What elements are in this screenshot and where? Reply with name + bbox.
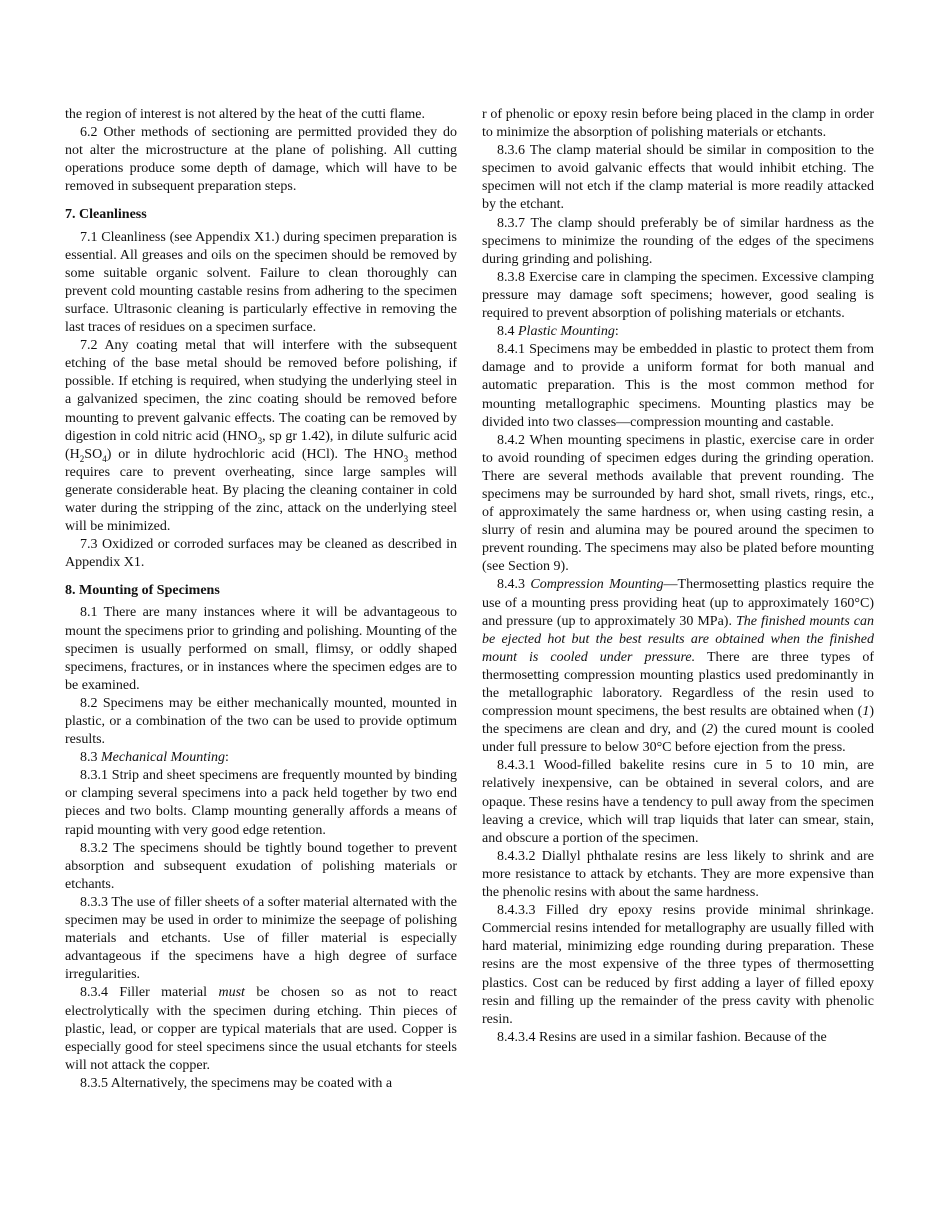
paragraph-8-3-7: 8.3.7 The clamp should preferably be of similar hardness as the specimens to minimize the rounding of the edges of the specimens during grinding and polishing. — [482, 215, 874, 267]
paragraph-8-3-5: 8.3.5 Alternatively, the specimens may be coated with a — [80, 1075, 393, 1091]
paragraph-8-4 — [482, 323, 874, 341]
emphasis: The finished mounts can be ejected hot but the best results are obtained when the finished mount is cooled under pressure. — [482, 613, 874, 665]
text-run: —Thermosetting plastics require the use of a mounting press providing heat (up to approximately 160°C) and pressure (up to approximately 30 MPa). — [482, 577, 874, 629]
paragraph-8-3-2: 8.3.2 The specimens should be tightly bound together to prevent absorption and subsequent exudation of polishing materials or etchants. — [65, 840, 457, 892]
paragraph-8-2: 8.2 Specimens may be either mechanically mounted, mounted in plastic, or a combination of the two can be used to provide optimum results. — [65, 695, 457, 748]
paragraph-8-1: 8.1 There are many instances where it will be advantageous to mount the specimens prior to grinding and polishing. Mounting of the specimen is usually performed on small, flimsy, or oddly shaped specimens, fractures, or in instances where the specimen edges are to be examined. — [65, 605, 457, 693]
paragraph-8-4-2: 8.4.2 When mounting specimens in plastic, exercise care in order to avoid rounding of specimen edges during the grinding operation. There are several methods available that prevent rounding. The specimens may be surrounded by hard shot, small rivets, rings, etc., of approximately the same hardness or, when using casting resin, a slurry of resin and alumina may be poured around the specimen to prevent rounding. The specimens may also be plated before mounting (see Section 9). — [482, 432, 874, 575]
paragraph-6-2: 6.2 Other methods of sectioning are permitted provided they do not alter the microstructure at the plane of polishing. All cutting operations produce some depth of damage, which will have to be removed in subsequent preparation steps. — [65, 125, 457, 195]
paragraph-8-4-3-4: 8.4.3.4 Resins are used in a similar fashion. Because of the — [497, 1029, 827, 1045]
paragraph-7-2 — [65, 337, 457, 536]
text-run: : — [614, 324, 619, 340]
paragraph-continued: r of phenolic or epoxy resin before being placed in the clamp in order to minimize the absorption of polishing materials or etchants. — [482, 107, 874, 141]
text-run: , sp gr 1.42), in dilute sulfuric acid (H — [65, 428, 457, 462]
text-run: ) the specimens are clean and dry, and ( — [482, 704, 874, 738]
text-run: method requires care to prevent overheating, since large samples will generate considerable heat. By placing the cleaning container in cold water during the stripping of the zinc, attack on the underlying steel will be minimized. — [65, 446, 457, 535]
subsection-title: Compression Mounting — [530, 577, 664, 593]
text-run: 8.4 — [497, 324, 518, 340]
text-run: be chosen so as not to react electrolytically with the specimen during etching. Thin pieces of plastic, lead, or copper are typical materials that are used. Copper is especially good for steel specimens since the usual etchants for steels will not attack the copper. — [65, 985, 457, 1073]
text-run: : — [225, 750, 229, 766]
subscript: 4 — [102, 453, 107, 464]
subsection-title: Plastic Mounting — [518, 324, 615, 340]
text-run: 8.3.4 Filler material — [80, 985, 219, 1001]
paragraph-8-4-3-1: 8.4.3.1 Wood-filled bakelite resins cure in 5 to 10 min, are relatively inexpensive, can be obtained in several colors, and are opaque. These resins have a tendency to pull away from the specimen leaving a crevice, which will trap liquids that later can smear, stain, and obscure a portion of the specimen. — [482, 758, 874, 846]
subscript: 3 — [403, 453, 409, 464]
text-run: There are three types of thermosetting compression mounting plastics used predominantly in the metallographic laboratory. Regardless of the resin used to compression mount specimens, the best results are obtained when ( — [482, 649, 874, 720]
paragraph-8-3 — [65, 749, 457, 767]
paragraph-8-3-4 — [65, 984, 457, 1074]
paragraph-8-4-3 — [482, 576, 874, 757]
subscript: 3 — [257, 435, 263, 446]
section-heading-8: 8. Mounting of Specimens — [65, 583, 220, 599]
paragraph-8-4-3-2: 8.4.3.2 Diallyl phthalate resins are less likely to shrink and are more resistance to attack by etchants. They are more expensive than the phenolic resins with about the same hardness. — [482, 848, 874, 901]
paragraph-continued: the region of interest is not altered by the heat of the cutti flame. — [65, 107, 425, 122]
text-run: ) the cured mount is cooled under full pressure to below 30°C before ejection from the press. — [482, 722, 874, 756]
paragraph-8-3-3: 8.3.3 The use of filler sheets of a softer material alternated with the specimen may be used in order to minimize the seepage of polishing materials and etchants. Use of filler material is especially advantageous if the specimens have a high degree of surface irregularities. — [65, 894, 457, 983]
paragraph-8-4-1: 8.4.1 Specimens may be embedded in plastic to protect them from damage and to provide a uniform format for both manual and automatic preparation. This is the most common method for mounting metallographic specimens. Mounting plastics may be divided into two classes—compression mounting and castable. — [482, 342, 874, 430]
text-run: 8.4.3 — [497, 577, 531, 593]
right-column — [482, 106, 874, 1186]
emphasis: 1 — [862, 704, 870, 720]
paragraph-7-3: 7.3 Oxidized or corroded surfaces may be cleaned as described in Appendix X1. — [65, 537, 457, 571]
paragraph-8-3-1: 8.3.1 Strip and sheet specimens are frequently mounted by binding or clamping several specimens into a pack held together by two end pieces and two bolts. Clamp mounting generally affords a means of rapid mounting with very good edge retention. — [65, 768, 457, 838]
text-run: SO — [84, 446, 103, 462]
paragraph-8-4-3-3: 8.4.3.3 Filled dry epoxy resins provide minimal shrinkage. Commercial resins intended for metallography are usually filled with hard material, minimizing edge rounding during preparation. These resins are the most expensive of the three types of thermosetting plastics. Cost can be reduced by first adding a layer of filled epoxy resin and filling up the remainder of the press cavity with phenolic resin. — [482, 903, 874, 1027]
paragraph-8-3-6: 8.3.6 The clamp material should be similar in composition to the specimen to avoid galvanic effects that would inhibit etching. The specimen will not etch if the clamp material is more readily attacked by the etchant. — [482, 143, 874, 213]
left-column — [65, 106, 457, 1186]
paragraph-7-1: 7.1 Cleanliness (see Appendix X1.) during specimen preparation is essential. All greases and oils on the specimen should be removed by some suitable organic solvent. Failure to clean thoroughly can prevent cold mounting castable resins from adhering to the specimen surface. Ultrasonic cleaning is particularly effective in removing the last traces of residues on a specimen surface. — [65, 229, 457, 336]
text-run: ) or in dilute hydrochloric acid (HCl). The HNO — [106, 446, 404, 462]
subsection-title: Mechanical Mounting — [101, 750, 226, 766]
text-run: 7.2 Any coating metal that will interfere with the subsequent etching of the base metal should be removed before polishing, if possible. If etching is required, when studying the underlying steel in a galvanized specimen, the zinc coating should be removed before mounting to prevent galvanic effects. The coating can be removed by digestion in cold nitric acid (HNO — [65, 338, 457, 444]
subscript: 2 — [79, 453, 85, 464]
section-heading-7: 7. Cleanliness — [65, 207, 147, 223]
emphasis: 2 — [706, 722, 714, 738]
text-run: 8.3 — [80, 750, 101, 766]
emphasis: must — [218, 985, 245, 1001]
paragraph-8-3-8: 8.3.8 Exercise care in clamping the specimen. Excessive clamping pressure may damage soft specimens; however, good sealing is required to prevent absorption of polishing materials or etchants. — [482, 269, 874, 322]
